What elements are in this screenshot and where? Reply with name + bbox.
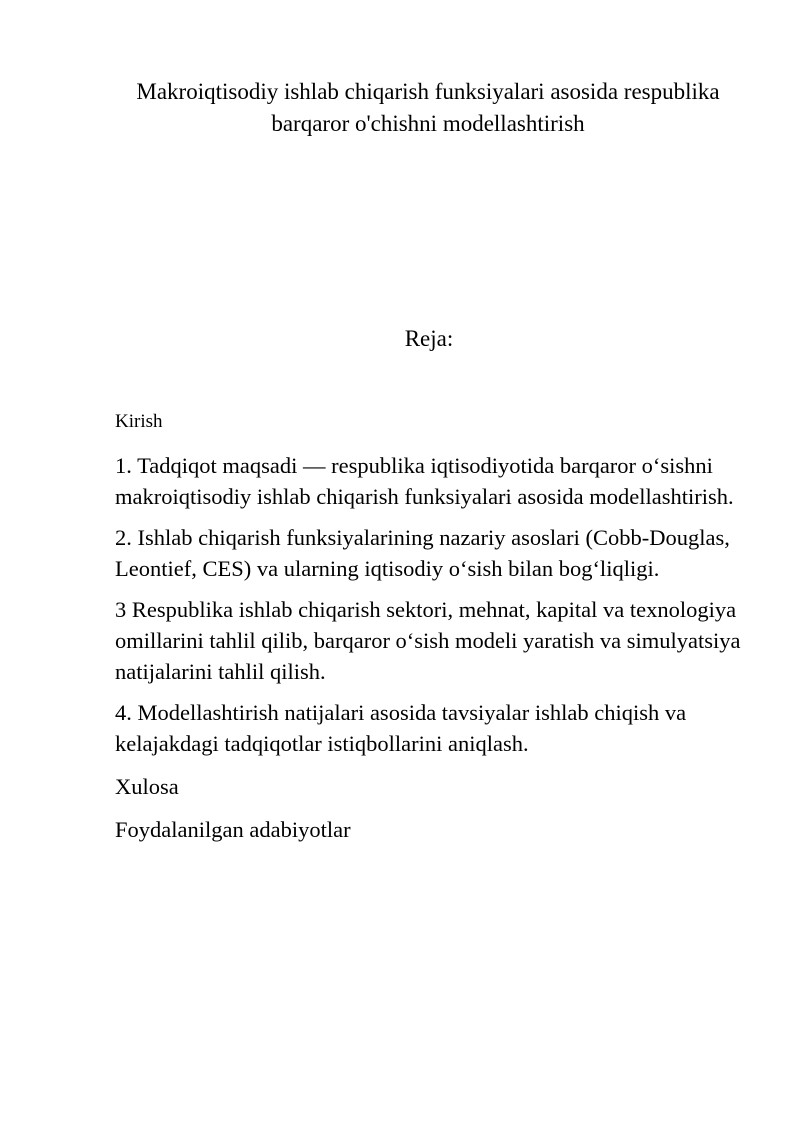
document-title: Makroiqtisodiy ishlab chiqarish funksiyalari asosida respublika barqaror o'chishni modellashtirish [136,79,720,136]
references-label: Foydalanilgan adabiyotlar [115,817,351,842]
plan-item-1: 1. Tadqiqot maqsadi — respublika iqtisodiyotida barqaror o‘sishni makroiqtisodiy ishlab chiqarish funksiyalari asosida modellashtirish. [115,453,734,509]
plan-item-4: 4. Modellashtirish natijalari asosida tavsiyalar ishlab chiqish va kelajakdagi tadqiqotlar istiqbollarini aniqlash. [115,700,687,756]
plan-list [115,450,755,857]
plan-item-3: 3 Respublika ishlab chiqarish sektori, mehnat, kapital va texnologiya omillarini tahlil qilib, barqaror o‘sish modeli yaratish va simulyatsiya natijalarini tahlil qilish. [115,597,741,684]
plan-item-2: 2. Ishlab chiqarish funksiyalarining nazariy asoslari (Cobb-Douglas, Leontief, CES) va ularning iqtisodiy o‘sish bilan bog‘liqligi. [115,525,730,581]
conclusion-label: Xulosa [115,774,179,799]
intro-label: Kirish [115,411,163,432]
plan-heading: Reja: [404,326,454,351]
